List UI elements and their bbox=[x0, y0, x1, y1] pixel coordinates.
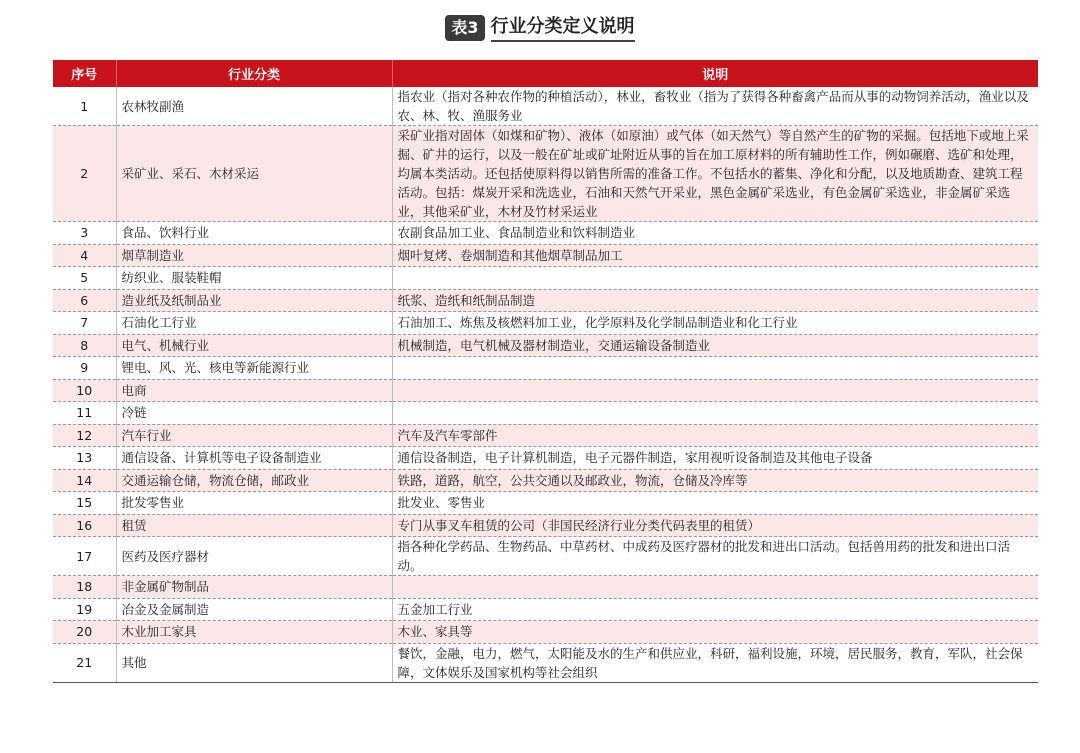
cell-description: 机械制造，电气机械及器材制造业，交通运输设备制造业 bbox=[392, 334, 1038, 357]
cell-description: 纸浆、造纸和纸制品制造 bbox=[392, 289, 1038, 312]
table-row bbox=[53, 621, 1038, 644]
cell-description: 农副食品加工业、食品制造业和饮料制造业 bbox=[392, 222, 1038, 245]
cell-number: 20 bbox=[53, 621, 116, 644]
table-row bbox=[53, 244, 1038, 267]
cell-description: 指农业（指对各种农作物的种植活动），林业，畜牧业（指为了获得各种畜禽产品而从事的动物饲养活动，渔业以及农、林、牧、渔服务业 bbox=[392, 87, 1038, 126]
header-category: 行业分类 bbox=[116, 60, 392, 87]
cell-description bbox=[392, 267, 1038, 290]
cell-category: 石油化工行业 bbox=[116, 312, 392, 335]
cell-category: 冶金及金属制造 bbox=[116, 598, 392, 621]
header-description: 说明 bbox=[392, 60, 1038, 87]
cell-category: 造业纸及纸制品业 bbox=[116, 289, 392, 312]
table-row bbox=[53, 267, 1038, 290]
table-row bbox=[53, 289, 1038, 312]
cell-category: 农林牧副渔 bbox=[116, 87, 392, 126]
table-row bbox=[53, 379, 1038, 402]
table-row bbox=[53, 126, 1038, 222]
cell-number: 19 bbox=[53, 598, 116, 621]
cell-description: 铁路，道路，航空，公共交通以及邮政业，物流，仓储及冷库等 bbox=[392, 469, 1038, 492]
cell-number: 1 bbox=[53, 87, 116, 126]
cell-number: 18 bbox=[53, 576, 116, 599]
cell-number: 13 bbox=[53, 447, 116, 470]
table-row bbox=[53, 357, 1038, 380]
cell-number: 14 bbox=[53, 469, 116, 492]
cell-description: 通信设备制造，电子计算机制造，电子元器件制造，家用视听设备制造及其他电子设备 bbox=[392, 447, 1038, 470]
cell-description: 专门从事叉车租赁的公司（非国民经济行业分类代码表里的租赁） bbox=[392, 514, 1038, 537]
cell-category: 电气、机械行业 bbox=[116, 334, 392, 357]
table-row bbox=[53, 537, 1038, 576]
table-row bbox=[53, 312, 1038, 335]
cell-description: 批发业、零售业 bbox=[392, 492, 1038, 515]
header-no: 序号 bbox=[53, 60, 116, 87]
cell-description: 烟叶复烤、卷烟制造和其他烟草制品加工 bbox=[392, 244, 1038, 267]
cell-category: 纺织业、服装鞋帽 bbox=[116, 267, 392, 290]
cell-description: 餐饮，金融，电力，燃气，太阳能及水的生产和供应业，科研，福利设施，环境，居民服务，教育，军队，社会保障，文体娱乐及国家机构等社会组织 bbox=[392, 643, 1038, 682]
cell-category: 租赁 bbox=[116, 514, 392, 537]
cell-description bbox=[392, 379, 1038, 402]
cell-number: 2 bbox=[53, 126, 116, 222]
table-row bbox=[53, 492, 1038, 515]
cell-category: 交通运输仓储，物流仓储，邮政业 bbox=[116, 469, 392, 492]
industry-classification-table bbox=[53, 60, 1038, 683]
cell-description: 木业、家具等 bbox=[392, 621, 1038, 644]
table-row bbox=[53, 222, 1038, 245]
cell-category: 冷链 bbox=[116, 402, 392, 425]
cell-category: 批发零售业 bbox=[116, 492, 392, 515]
cell-category: 采矿业、采石、木材采运 bbox=[116, 126, 392, 222]
cell-number: 10 bbox=[53, 379, 116, 402]
cell-number: 6 bbox=[53, 289, 116, 312]
cell-category: 医药及医疗器材 bbox=[116, 537, 392, 576]
table-row bbox=[53, 643, 1038, 682]
cell-category: 通信设备、计算机等电子设备制造业 bbox=[116, 447, 392, 470]
cell-number: 4 bbox=[53, 244, 116, 267]
table-body bbox=[53, 87, 1038, 682]
cell-number: 7 bbox=[53, 312, 116, 335]
cell-number: 8 bbox=[53, 334, 116, 357]
cell-number: 15 bbox=[53, 492, 116, 515]
table-row bbox=[53, 402, 1038, 425]
table-row bbox=[53, 598, 1038, 621]
header-row bbox=[53, 60, 1038, 87]
cell-category: 锂电、风、光、核电等新能源行业 bbox=[116, 357, 392, 380]
cell-category: 木业加工家具 bbox=[116, 621, 392, 644]
table-row bbox=[53, 424, 1038, 447]
table-header bbox=[53, 60, 1038, 87]
cell-description bbox=[392, 402, 1038, 425]
table-title: 行业分类定义说明 bbox=[491, 15, 635, 42]
cell-description: 采矿业指对固体（如煤和矿物）、液体（如原油）或气体（如天然气）等自然产生的矿物的采掘。包括地下或地上采掘、矿井的运行，以及一般在矿址或矿址附近从事的旨在加工原材料的所有辅助性工作，例如碾磨、选矿和处理，均属本类活动。还包括使原料得以销售所需的准备工作。不包括水的蓄集、净化和分配，以及地质勘查、建筑工程活动。包括：煤炭开采和洗选业，石油和天然气开采业，黑色金属矿采选业，有色金属矿采选业，非金属矿采选业，其他采矿业，木材及竹材采运业 bbox=[392, 126, 1038, 222]
table-row bbox=[53, 576, 1038, 599]
table-row bbox=[53, 447, 1038, 470]
cell-number: 5 bbox=[53, 267, 116, 290]
cell-category: 烟草制造业 bbox=[116, 244, 392, 267]
cell-description: 石油加工、炼焦及核燃料加工业，化学原料及化学制品制造业和化工行业 bbox=[392, 312, 1038, 335]
table-caption bbox=[0, 10, 1080, 46]
cell-number: 17 bbox=[53, 537, 116, 576]
cell-number: 9 bbox=[53, 357, 116, 380]
table-row bbox=[53, 514, 1038, 537]
cell-category: 电商 bbox=[116, 379, 392, 402]
cell-number: 16 bbox=[53, 514, 116, 537]
cell-category: 非金属矿物制品 bbox=[116, 576, 392, 599]
table-row bbox=[53, 87, 1038, 126]
cell-category: 食品、饮料行业 bbox=[116, 222, 392, 245]
cell-description bbox=[392, 576, 1038, 599]
cell-description: 汽车及汽车零部件 bbox=[392, 424, 1038, 447]
cell-description: 指各种化学药品、生物药品、中草药材、中成药及医疗器材的批发和进出口活动。包括兽用药的批发和进出口活动。 bbox=[392, 537, 1038, 576]
cell-category: 汽车行业 bbox=[116, 424, 392, 447]
table-number-badge: 表3 bbox=[445, 15, 484, 41]
cell-number: 11 bbox=[53, 402, 116, 425]
table-row bbox=[53, 334, 1038, 357]
cell-number: 21 bbox=[53, 643, 116, 682]
cell-description: 五金加工行业 bbox=[392, 598, 1038, 621]
table-row bbox=[53, 469, 1038, 492]
cell-category: 其他 bbox=[116, 643, 392, 682]
cell-number: 3 bbox=[53, 222, 116, 245]
cell-description bbox=[392, 357, 1038, 380]
cell-number: 12 bbox=[53, 424, 116, 447]
